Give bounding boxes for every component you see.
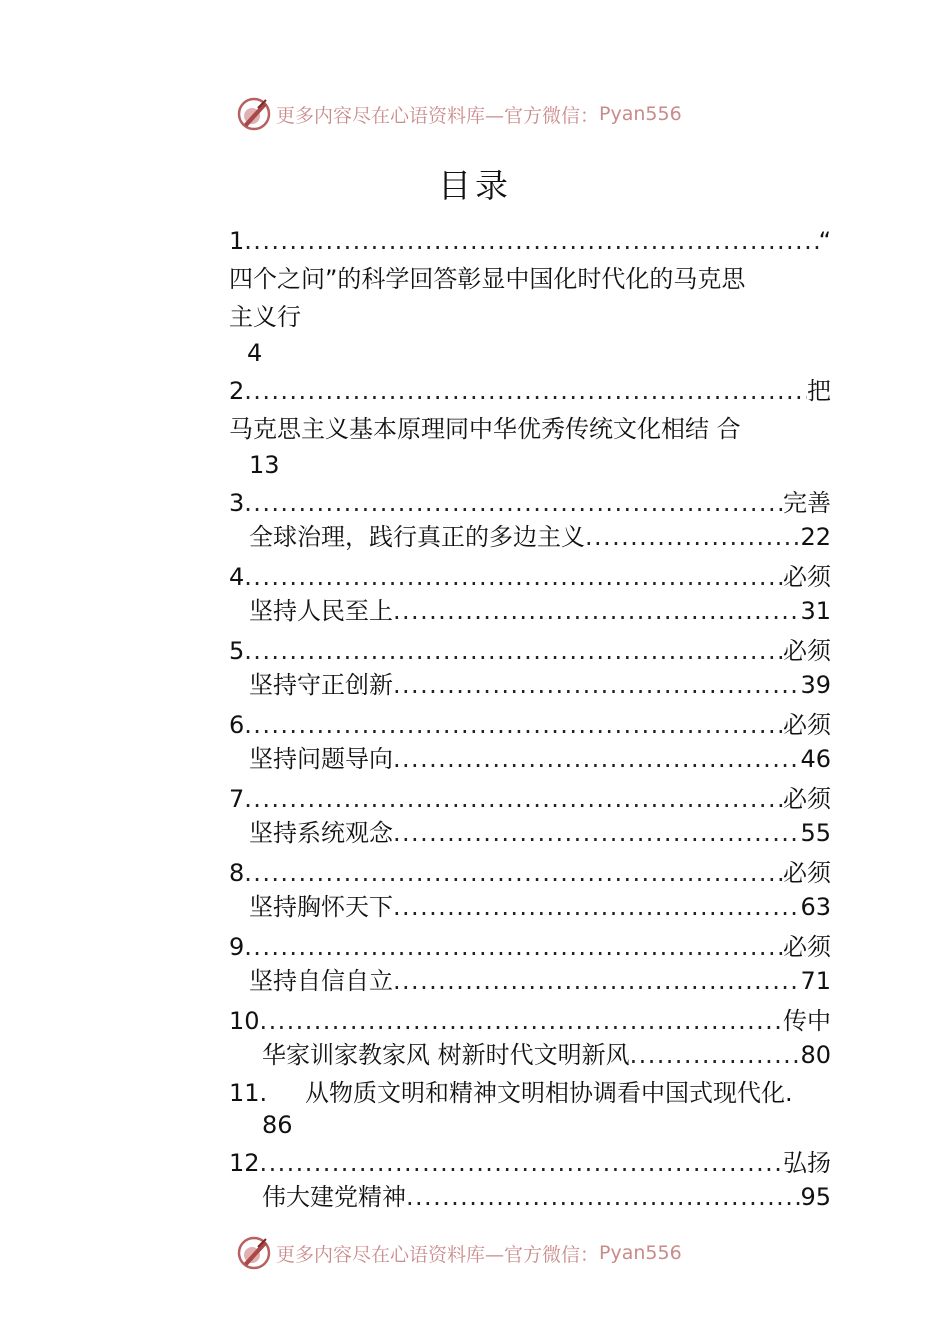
toc-entry-text: 伟大建党精神 ..... 95 — [229, 1180, 831, 1214]
toc-entry-text: 坚持胸怀天下 ..... 63 — [229, 890, 831, 924]
toc-entry-text: 四个之问”的科学回答彰显中国化时代化的马克思 — [229, 265, 746, 293]
toc-entry-text: 坚持系统观念 ..... 55 — [229, 816, 831, 850]
toc-entry-text: 全球治理，践行真正的多边主义 ..... 22 — [229, 520, 831, 554]
toc-entry-text: 华家训家教家风 树新时代文明新风 ..... 80 — [229, 1038, 831, 1072]
toc-entry-tail: 把 — [807, 377, 831, 405]
header-watermark — [236, 94, 756, 134]
toc-entry-5[interactable]: 5 ..... 必须 — [229, 634, 831, 668]
toc-entry-text: 主义行 — [229, 303, 301, 331]
toc-entry-text: 坚持守正创新 ..... 39 — [229, 668, 831, 702]
toc-entry-4[interactable]: 4 ..... 必须 — [229, 560, 831, 594]
watermark-wechat-id: Pyan556 — [599, 1242, 682, 1264]
toc-entry-number: 2 — [229, 377, 245, 405]
toc-leader-dots — [244, 374, 807, 408]
watermark-text: 更多内容尽在心语资料库—官方微信： — [276, 1243, 600, 1266]
pen-seal-icon — [236, 96, 272, 132]
toc-entry-2[interactable] — [229, 374, 831, 408]
toc-entry-1[interactable] — [229, 224, 831, 258]
toc-entry-text: 坚持人民至上 ..... 31 — [229, 594, 831, 628]
toc-entry-11[interactable]: 11. 从物质文明和精神文明相协调看中国式现代化. — [229, 1079, 793, 1107]
toc-entry-text: 坚持问题导向 ..... 46 — [229, 742, 831, 776]
page-title: 目录 — [438, 166, 512, 205]
toc-entry-tail: “ — [818, 227, 831, 255]
toc-entry-page: 86 — [262, 1111, 293, 1139]
watermark-text: 更多内容尽在心语资料库—官方微信： — [276, 104, 600, 127]
toc-entry-12[interactable]: 12 ..... 弘扬 — [229, 1146, 831, 1180]
toc-entry-10[interactable]: 10 ..... 传中 — [229, 1004, 831, 1038]
toc-entry-8[interactable]: 8 ..... 必须 — [229, 856, 831, 890]
toc-entry-page: 13 — [249, 451, 280, 479]
toc-entry-7[interactable]: 7 ..... 必须 — [229, 782, 831, 816]
toc-entry-text: 马克思主义基本原理同中华优秀传统文化相结 合 — [229, 415, 741, 443]
toc-entry-3[interactable]: 3 ..... 完善 — [229, 486, 831, 520]
toc-entry-page: 4 — [247, 339, 263, 367]
toc-entry-number: 1 — [229, 227, 245, 255]
toc-entry-9[interactable]: 9 ..... 必须 — [229, 930, 831, 964]
footer-watermark — [236, 1233, 756, 1273]
toc-entry-6[interactable]: 6 ..... 必须 — [229, 708, 831, 742]
toc-leader-dots — [244, 224, 818, 258]
toc-entry-text: 坚持自信自立 ..... 71 — [229, 964, 831, 998]
pen-seal-icon — [236, 1235, 272, 1271]
watermark-wechat-id: Pyan556 — [599, 103, 682, 125]
